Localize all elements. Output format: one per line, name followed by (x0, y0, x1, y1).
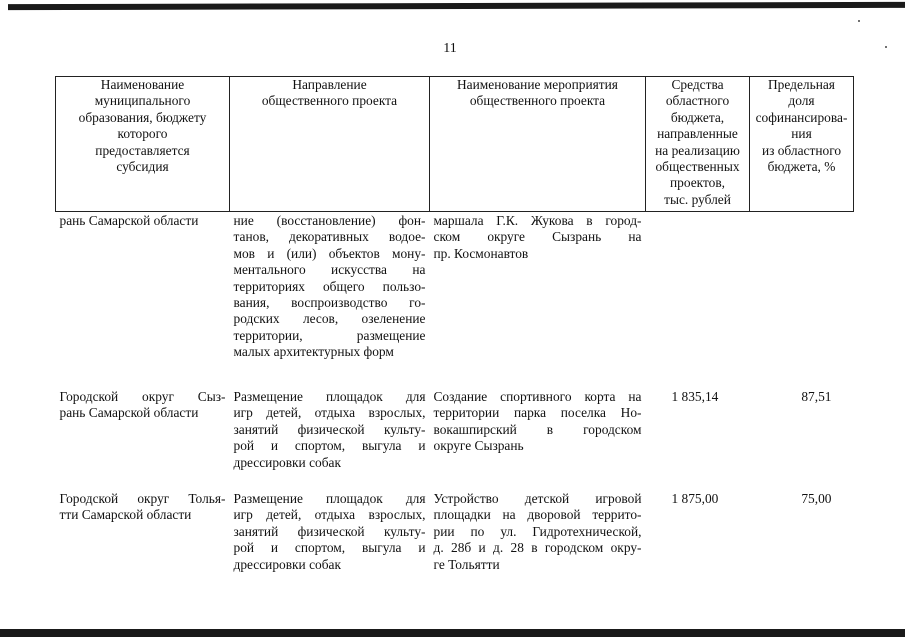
subsidy-table (55, 76, 854, 573)
text-line: рань Самарской области (59, 213, 199, 228)
table-row (56, 389, 854, 491)
header-line: субсидия (116, 159, 169, 175)
header-line: бюджета, % (767, 159, 836, 175)
cell-event (430, 491, 646, 573)
header-line: проектов, (669, 175, 726, 191)
cell-funds: 1 835,14 (671, 389, 719, 404)
header-line: софинансирова- (755, 109, 848, 125)
cell-direction (230, 212, 430, 390)
text-line: Городской округ Толья- (59, 491, 226, 506)
header-line: тыс. рублей (664, 191, 731, 207)
header-line: областного (665, 93, 730, 109)
header-line: общественного проекта (469, 93, 606, 109)
text-line: площадки на дворовой террито- (433, 507, 642, 523)
cell-event (430, 212, 646, 390)
header-line: общественного проекта (261, 93, 398, 109)
header-line: предоставляется (95, 142, 190, 158)
text-line: тти Самарской области (59, 507, 192, 523)
header-line: бюджета, (670, 109, 725, 125)
text-line: вокашпирский в городском (433, 421, 642, 437)
header-line: из областного (761, 142, 842, 158)
text-line: родских лесов, озеленение (233, 311, 426, 327)
text-line: занятий физической культу- (233, 421, 426, 437)
text-line: территориях общего пользо- (233, 278, 426, 294)
scan-edge-bottom (0, 629, 905, 637)
cell-share: 75,00 (801, 491, 832, 506)
header-line: Направление (292, 77, 367, 92)
text-line: ментального искусства на (233, 262, 426, 278)
header-share (750, 77, 854, 212)
page-number: 11 (443, 41, 457, 56)
text-line: мов и (или) объектов мону- (233, 245, 426, 261)
cell-direction (230, 491, 430, 573)
text-line: ге Тольятти (433, 556, 500, 572)
text-line: рии по ул. Гидротехнической, (433, 523, 642, 539)
header-line: ния (791, 126, 812, 142)
table-header-row (56, 77, 854, 212)
text-line: Размещение площадок для (233, 389, 426, 404)
cell-funds: 1 875,00 (671, 491, 719, 506)
scan-speck (885, 46, 887, 48)
scan-speck (858, 20, 860, 22)
text-line: игр детей, отдыха взрослых, (233, 507, 426, 523)
text-line: дрессировки собак (233, 556, 341, 572)
header-line: доля (788, 93, 815, 109)
cell-municipality (56, 389, 230, 491)
text-line: маршала Г.К. Жукова в город- (433, 213, 642, 228)
header-municipality (56, 77, 230, 212)
cell-municipality (56, 212, 230, 390)
header-direction (230, 77, 430, 212)
text-line: Городской округ Сыз- (59, 389, 226, 404)
text-line: вания, воспроизводство го- (233, 295, 426, 311)
text-line: занятий физической культу- (233, 523, 426, 539)
text-line: территории парка поселка Но- (433, 405, 642, 421)
text-line: пр. Космонавтов (433, 245, 529, 261)
header-funds (646, 77, 750, 212)
header-line: Средства (671, 77, 724, 92)
text-line: танов, декоративных водое- (233, 229, 426, 245)
text-line: ском округе Сызрань на (433, 229, 642, 245)
cell-municipality (56, 491, 230, 573)
text-line: Устройство детской игровой (433, 491, 642, 506)
text-line: рой и спортом, выгула и (233, 540, 426, 556)
text-line: ние (восстановление) фон- (233, 213, 426, 228)
header-line: муниципального (94, 93, 191, 109)
header-line: Предельная (768, 77, 835, 92)
header-line: которого (117, 126, 168, 142)
cell-direction (230, 389, 430, 491)
table-row (56, 491, 854, 573)
cell-event (430, 389, 646, 491)
header-line: Наименование (100, 77, 185, 92)
text-line: д. 28б и д. 28 в городском окру- (433, 540, 642, 556)
cell-share: 87,51 (801, 389, 832, 404)
header-event (430, 77, 646, 212)
header-line: на реализацию (655, 142, 740, 158)
text-line: рой и спортом, выгула и (233, 438, 426, 454)
text-line: территории, размещение (233, 327, 426, 343)
table-row (56, 212, 854, 390)
cell-share (750, 212, 854, 390)
text-line: округе Сызрань (433, 438, 524, 454)
header-line: Наименование мероприятия (457, 77, 618, 92)
text-line: дрессировки собак (233, 454, 341, 470)
header-line: образования, бюджету (78, 109, 207, 125)
text-line: игр детей, отдыха взрослых, (233, 405, 426, 421)
scan-edge-top (8, 2, 905, 10)
text-line: малых архитектурных форм (233, 344, 394, 360)
header-line: общественных (655, 159, 740, 175)
text-line: Создание спортивного корта на (433, 389, 642, 404)
header-line: направленные (657, 126, 738, 142)
text-line: Размещение площадок для (233, 491, 426, 506)
text-line: рань Самарской области (59, 405, 199, 421)
cell-funds (646, 212, 750, 390)
